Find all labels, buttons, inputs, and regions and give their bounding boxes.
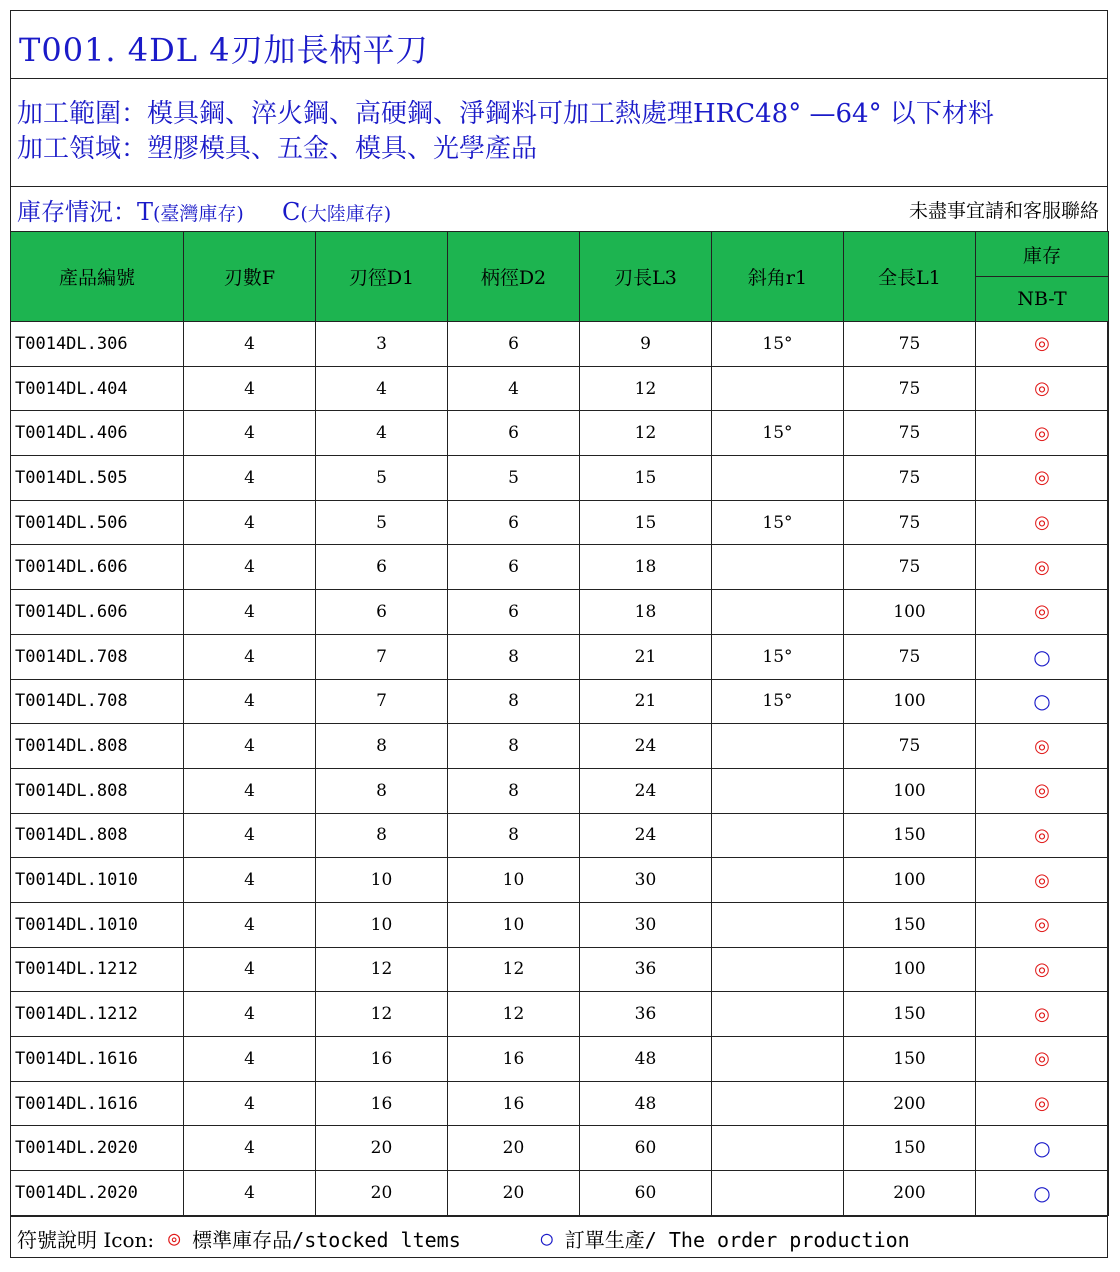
cell-d2: 6: [448, 500, 580, 545]
cell-l1: 150: [844, 1126, 976, 1171]
cell-flutes: 4: [184, 813, 316, 858]
stock-status-label: 庫存情況：: [17, 197, 137, 226]
cell-l3: 30: [580, 902, 712, 947]
cell-d2: 16: [448, 1081, 580, 1126]
cell-d2: 6: [448, 411, 580, 456]
cell-l1: 75: [844, 411, 976, 456]
order-mark-icon: ○: [976, 1126, 1109, 1171]
cell-d1: 20: [316, 1171, 448, 1216]
order-mark-icon: ○: [976, 634, 1109, 679]
cell-flutes: 4: [184, 858, 316, 903]
cell-flutes: 4: [184, 947, 316, 992]
cell-l3: 18: [580, 590, 712, 635]
cell-d2: 8: [448, 724, 580, 769]
cell-r1: 15°: [712, 634, 844, 679]
table-row: [11, 724, 1109, 769]
cell-r1: [712, 992, 844, 1037]
cell-d1: 12: [316, 992, 448, 1037]
legend-stock-text: 標準庫存品/stocked ltems: [192, 1227, 461, 1252]
cell-flutes: 4: [184, 411, 316, 456]
cell-r1: [712, 366, 844, 411]
cell-l3: 12: [580, 411, 712, 456]
cell-code: T0014DL.1010: [11, 858, 184, 903]
cell-l1: 75: [844, 500, 976, 545]
cell-d2: 6: [448, 590, 580, 635]
product-sheet: [10, 10, 1108, 1258]
cell-d1: 7: [316, 634, 448, 679]
stock-mark-icon: ◎: [168, 1226, 181, 1251]
cell-d1: 10: [316, 858, 448, 903]
header-d1: 刃徑D1: [316, 232, 448, 322]
table-row: [11, 1126, 1109, 1171]
cell-r1: 15°: [712, 411, 844, 456]
cell-d2: 5: [448, 456, 580, 501]
order-mark-icon: ○: [976, 1171, 1109, 1216]
cell-d1: 10: [316, 902, 448, 947]
cell-l1: 100: [844, 768, 976, 813]
legend-label: 符號說明 Icon:: [17, 1227, 155, 1252]
cell-code: T0014DL.406: [11, 411, 184, 456]
stock-mark-icon: ◎: [976, 858, 1109, 903]
cell-r1: [712, 456, 844, 501]
header-l3: 刃長L3: [580, 232, 712, 322]
table-row: [11, 858, 1109, 903]
cell-r1: [712, 724, 844, 769]
cell-l1: 75: [844, 456, 976, 501]
cell-code: T0014DL.2020: [11, 1126, 184, 1171]
cell-l1: 200: [844, 1171, 976, 1216]
cell-code: T0014DL.404: [11, 366, 184, 411]
cell-code: T0014DL.1616: [11, 1081, 184, 1126]
stock-mark-icon: ◎: [976, 1037, 1109, 1082]
table-row: [11, 366, 1109, 411]
cell-r1: [712, 858, 844, 903]
cell-code: T0014DL.1616: [11, 1037, 184, 1082]
cell-r1: [712, 813, 844, 858]
header-d2: 柄徑D2: [448, 232, 580, 322]
cell-d2: 4: [448, 366, 580, 411]
scope-line-2: 加工領域：塑膠模具、五金、模具、光學產品: [17, 134, 538, 164]
cell-flutes: 4: [184, 992, 316, 1037]
cell-r1: [712, 902, 844, 947]
cell-flutes: 4: [184, 500, 316, 545]
cell-l3: 24: [580, 768, 712, 813]
page-title: [11, 11, 1107, 79]
cell-l3: 24: [580, 813, 712, 858]
cell-d2: 16: [448, 1037, 580, 1082]
cell-r1: 15°: [712, 679, 844, 724]
cell-l3: 15: [580, 500, 712, 545]
legend-order-text: 訂單生產/ The order production: [564, 1227, 910, 1252]
table-row: [11, 545, 1109, 590]
cell-l3: 36: [580, 992, 712, 1037]
cell-d1: 4: [316, 366, 448, 411]
table-row: [11, 411, 1109, 456]
cell-code: T0014DL.505: [11, 456, 184, 501]
cell-code: T0014DL.1010: [11, 902, 184, 947]
cell-flutes: 4: [184, 679, 316, 724]
cell-l1: 150: [844, 902, 976, 947]
cell-l1: 100: [844, 590, 976, 635]
cell-l3: 36: [580, 947, 712, 992]
cell-code: T0014DL.708: [11, 679, 184, 724]
cell-d1: 6: [316, 590, 448, 635]
cell-l1: 150: [844, 813, 976, 858]
cell-l1: 200: [844, 1081, 976, 1126]
scope-section: [11, 79, 1107, 187]
cell-l3: 21: [580, 679, 712, 724]
table-row: [11, 500, 1109, 545]
stock-status-row: [11, 187, 1107, 231]
order-mark-icon: ○: [540, 1226, 553, 1251]
cell-flutes: 4: [184, 634, 316, 679]
cell-code: T0014DL.808: [11, 768, 184, 813]
cell-l3: 48: [580, 1081, 712, 1126]
table-row: [11, 590, 1109, 635]
table-row: [11, 634, 1109, 679]
table-row: [11, 1171, 1109, 1216]
stock-status-legend: [17, 192, 391, 227]
header-l1: 全長L1: [844, 232, 976, 322]
table-row: [11, 679, 1109, 724]
cell-d1: 4: [316, 411, 448, 456]
cell-code: T0014DL.606: [11, 545, 184, 590]
cell-flutes: 4: [184, 1037, 316, 1082]
cell-d2: 20: [448, 1126, 580, 1171]
cell-flutes: 4: [184, 768, 316, 813]
cell-d1: 5: [316, 500, 448, 545]
cell-flutes: 4: [184, 1081, 316, 1126]
cell-l1: 100: [844, 947, 976, 992]
cell-l3: 60: [580, 1171, 712, 1216]
stock-mark-icon: ◎: [976, 813, 1109, 858]
cell-code: T0014DL.1212: [11, 947, 184, 992]
contact-note: 未盡事宜請和客服聯絡: [908, 199, 1099, 222]
cell-d1: 16: [316, 1037, 448, 1082]
cell-l1: 100: [844, 679, 976, 724]
cell-d1: 5: [316, 456, 448, 501]
cell-code: T0014DL.808: [11, 724, 184, 769]
cell-d1: 7: [316, 679, 448, 724]
table-row: [11, 1081, 1109, 1126]
cell-r1: [712, 947, 844, 992]
cell-flutes: 4: [184, 456, 316, 501]
stock-mark-icon: ◎: [976, 947, 1109, 992]
cell-flutes: 4: [184, 902, 316, 947]
cell-r1: [712, 1171, 844, 1216]
header-r1: 斜角r1: [712, 232, 844, 322]
cell-code: T0014DL.1212: [11, 992, 184, 1037]
table-body: [11, 322, 1109, 1216]
stock-mark-icon: ◎: [976, 590, 1109, 635]
stock-mark-icon: ◎: [976, 992, 1109, 1037]
cell-d2: 8: [448, 813, 580, 858]
cell-d2: 10: [448, 902, 580, 947]
cell-d2: 12: [448, 947, 580, 992]
stock-mark-icon: ◎: [976, 768, 1109, 813]
stock-t-code: T: [137, 197, 154, 226]
cell-flutes: 4: [184, 1126, 316, 1171]
table-row: [11, 768, 1109, 813]
cell-l1: 150: [844, 1037, 976, 1082]
cell-l1: 75: [844, 634, 976, 679]
cell-code: T0014DL.606: [11, 590, 184, 635]
table-row: [11, 992, 1109, 1037]
cell-flutes: 4: [184, 366, 316, 411]
cell-code: T0014DL.306: [11, 322, 184, 367]
cell-l3: 12: [580, 366, 712, 411]
cell-flutes: 4: [184, 724, 316, 769]
stock-mark-icon: ◎: [976, 366, 1109, 411]
cell-code: T0014DL.808: [11, 813, 184, 858]
cell-d2: 20: [448, 1171, 580, 1216]
cell-d2: 6: [448, 322, 580, 367]
table-row: [11, 322, 1109, 367]
stock-t-desc: (臺灣庫存): [153, 202, 244, 225]
stock-mark-icon: ◎: [976, 500, 1109, 545]
product-table: [10, 231, 1109, 1216]
header-stock: 庫存: [976, 232, 1109, 277]
stock-mark-icon: ◎: [976, 456, 1109, 501]
stock-c-code: C: [282, 197, 301, 226]
cell-l3: 21: [580, 634, 712, 679]
cell-l3: 24: [580, 724, 712, 769]
cell-code: T0014DL.2020: [11, 1171, 184, 1216]
cell-d2: 8: [448, 768, 580, 813]
cell-l3: 48: [580, 1037, 712, 1082]
cell-r1: 15°: [712, 500, 844, 545]
cell-r1: [712, 768, 844, 813]
cell-l3: 18: [580, 545, 712, 590]
cell-r1: [712, 1037, 844, 1082]
table-row: [11, 456, 1109, 501]
cell-r1: [712, 1081, 844, 1126]
cell-flutes: 4: [184, 322, 316, 367]
table-row: [11, 813, 1109, 858]
cell-d1: 16: [316, 1081, 448, 1126]
cell-l3: 9: [580, 322, 712, 367]
cell-l3: 15: [580, 456, 712, 501]
stock-mark-icon: ◎: [976, 322, 1109, 367]
cell-l3: 30: [580, 858, 712, 903]
cell-r1: [712, 590, 844, 635]
cell-r1: [712, 545, 844, 590]
scope-line-1: 加工範圍：模具鋼、淬火鋼、高硬鋼、淨鋼料可加工熱處理HRC48° —64° 以下材料: [17, 99, 994, 129]
cell-d2: 12: [448, 992, 580, 1037]
cell-l1: 75: [844, 366, 976, 411]
cell-l1: 75: [844, 322, 976, 367]
cell-code: T0014DL.708: [11, 634, 184, 679]
stock-mark-icon: ◎: [976, 902, 1109, 947]
cell-l1: 75: [844, 724, 976, 769]
cell-flutes: 4: [184, 1171, 316, 1216]
cell-d1: 8: [316, 768, 448, 813]
stock-mark-icon: ◎: [976, 724, 1109, 769]
cell-d1: 3: [316, 322, 448, 367]
cell-r1: 15°: [712, 322, 844, 367]
stock-mark-icon: ◎: [976, 1081, 1109, 1126]
cell-code: T0014DL.506: [11, 500, 184, 545]
cell-l1: 150: [844, 992, 976, 1037]
cell-d1: 6: [316, 545, 448, 590]
cell-d2: 8: [448, 679, 580, 724]
order-mark-icon: ○: [976, 679, 1109, 724]
cell-d1: 20: [316, 1126, 448, 1171]
cell-d1: 12: [316, 947, 448, 992]
cell-flutes: 4: [184, 545, 316, 590]
table-row: [11, 902, 1109, 947]
cell-d1: 8: [316, 724, 448, 769]
cell-d1: 8: [316, 813, 448, 858]
cell-l1: 100: [844, 858, 976, 903]
cell-flutes: 4: [184, 590, 316, 635]
cell-r1: [712, 1126, 844, 1171]
stock-mark-icon: ◎: [976, 411, 1109, 456]
header-code: 產品編號: [11, 232, 184, 322]
stock-mark-icon: ◎: [976, 545, 1109, 590]
cell-d2: 10: [448, 858, 580, 903]
table-row: [11, 1037, 1109, 1082]
cell-l1: 75: [844, 545, 976, 590]
stock-c-desc: (大陸庫存): [300, 202, 392, 225]
header-stock-sub: NB-T: [976, 277, 1109, 322]
title-text: T001. 4DL 4刃加長柄平刀: [19, 31, 429, 69]
cell-l3: 60: [580, 1126, 712, 1171]
cell-d2: 8: [448, 634, 580, 679]
table-row: [11, 947, 1109, 992]
header-flutes: 刃數F: [184, 232, 316, 322]
cell-d2: 6: [448, 545, 580, 590]
legend: [11, 1216, 1107, 1260]
